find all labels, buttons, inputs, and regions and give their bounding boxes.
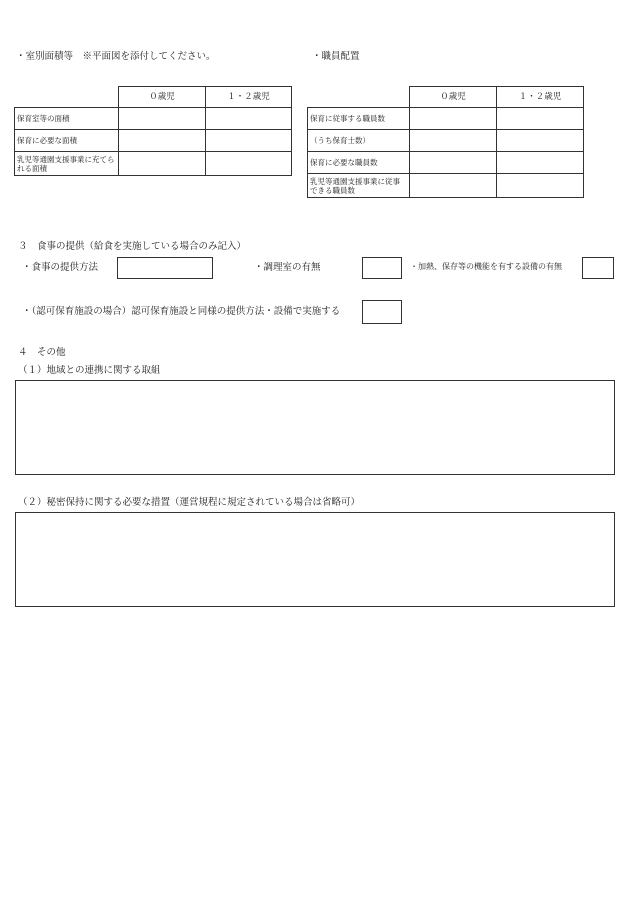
table-corner <box>308 87 410 108</box>
area-input-cell[interactable] <box>119 130 206 152</box>
staff-input-cell[interactable] <box>497 174 584 198</box>
column-header-age0: ０歳児 <box>410 87 497 108</box>
area-input-cell[interactable] <box>206 152 292 176</box>
staff-section-heading: ・職員配置 <box>312 51 360 62</box>
area-input-cell[interactable] <box>206 108 292 130</box>
area-input-cell[interactable] <box>206 130 292 152</box>
column-header-age0: ０歳児 <box>119 87 206 108</box>
row-label: 保育に従事する職員数 <box>308 108 410 130</box>
meal-method-label: ・食事の提供方法 <box>22 262 99 273</box>
meal-section-heading: ３ 食事の提供（給食を実施している場合のみ記入） <box>18 241 247 252</box>
heating-equipment-label: ・加熱、保存等の機能を有する設備の有無 <box>410 262 562 271</box>
privacy-textarea[interactable] <box>15 512 615 607</box>
row-label: 乳児等通園支援事業に充てられる面積 <box>15 152 119 176</box>
heating-equipment-input[interactable] <box>582 257 614 279</box>
licensed-facility-label: ・（認可保育施設の場合）認可保育施設と同様の提供方法・設備で実施する <box>22 306 341 317</box>
row-label: 保育室等の面積 <box>15 108 119 130</box>
privacy-label: （２）秘密保持に関する必要な措置（運営規程に規定されている場合は省略可） <box>18 497 361 508</box>
community-label: （１）地域との連携に関する取組 <box>18 365 161 376</box>
licensed-facility-input[interactable] <box>362 300 402 324</box>
area-section-heading: ・室別面積等 ※平面図を添付してください。 <box>16 51 216 62</box>
row-label: 保育に必要な職員数 <box>308 152 410 174</box>
row-label: 保育に必要な面積 <box>15 130 119 152</box>
staff-input-cell[interactable] <box>410 130 497 152</box>
area-table <box>14 86 292 176</box>
area-input-cell[interactable] <box>119 152 206 176</box>
table-corner <box>15 87 119 108</box>
other-section-heading: ４ その他 <box>18 347 66 358</box>
staff-input-cell[interactable] <box>497 152 584 174</box>
staff-input-cell[interactable] <box>410 174 497 198</box>
area-input-cell[interactable] <box>119 108 206 130</box>
staff-input-cell[interactable] <box>497 108 584 130</box>
meal-method-input[interactable] <box>117 257 213 279</box>
column-header-age12: １・２歳児 <box>497 87 584 108</box>
row-label: 乳児等通園支援事業に従事できる職員数 <box>308 174 410 198</box>
staff-input-cell[interactable] <box>410 152 497 174</box>
staff-table <box>307 86 584 198</box>
community-textarea[interactable] <box>15 380 615 475</box>
staff-input-cell[interactable] <box>497 130 584 152</box>
column-header-age12: １・２歳児 <box>206 87 292 108</box>
kitchen-label: ・調理室の有無 <box>254 262 321 273</box>
row-label: （うち保育士数） <box>308 130 410 152</box>
staff-input-cell[interactable] <box>410 108 497 130</box>
kitchen-input[interactable] <box>362 257 402 279</box>
